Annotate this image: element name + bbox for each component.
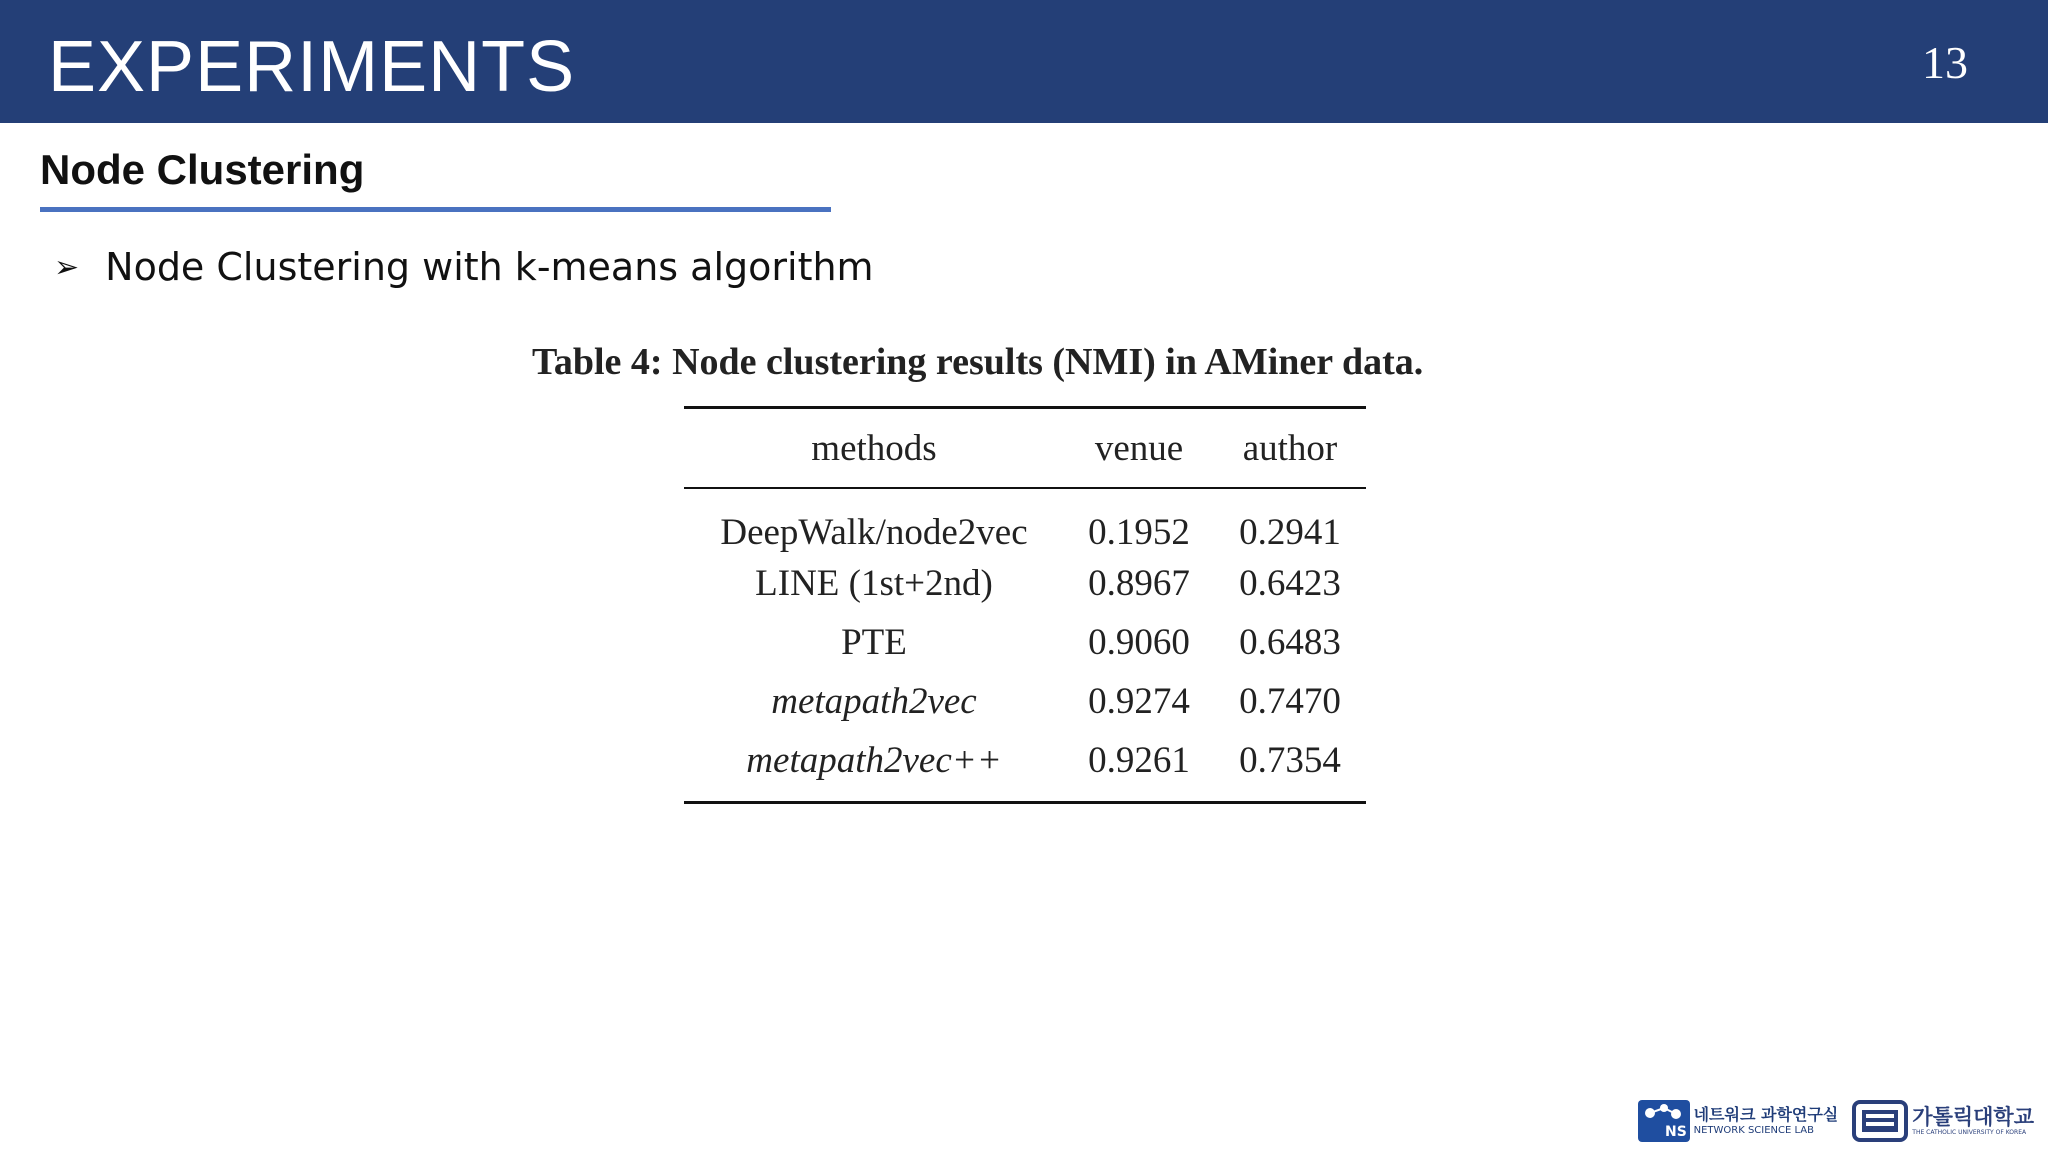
header-bar — [0, 0, 2048, 123]
table-row — [684, 731, 1366, 790]
table-row — [684, 487, 1366, 554]
table-bottom-rule — [684, 801, 1366, 804]
table-caption: Table 4: Node clustering results (NMI) in AMiner data. — [532, 341, 1424, 383]
university-emblem-icon — [1852, 1100, 1908, 1142]
table-row — [684, 554, 1366, 613]
column-header-author: author — [1242, 427, 1338, 469]
column-header-methods: methods — [811, 427, 937, 469]
venue-cell: 0.8967 — [1088, 563, 1190, 604]
author-cell: 0.7470 — [1239, 681, 1341, 722]
author-cell: 0.6483 — [1239, 622, 1341, 663]
venue-cell: 0.9261 — [1088, 740, 1190, 781]
table-header-row — [684, 409, 1366, 487]
ns-network-icon — [1638, 1100, 1690, 1142]
footer-logos — [1638, 1100, 2034, 1142]
section-title: Node Clustering — [40, 146, 365, 193]
arrowhead-bullet-icon: ➢ — [54, 249, 80, 285]
page-number: 13 — [1922, 37, 1968, 88]
author-cell: 0.7354 — [1239, 740, 1341, 781]
method-cell: metapath2vec++ — [746, 740, 1002, 781]
table-row — [684, 672, 1366, 731]
method-cell: LINE (1st+2nd) — [755, 563, 993, 604]
catholic-university-logo — [1852, 1100, 2034, 1142]
network-science-lab-logo — [1638, 1100, 1839, 1142]
venue-cell: 0.1952 — [1088, 512, 1190, 553]
bullet-item — [54, 245, 874, 289]
slide-title: EXPERIMENTS — [48, 27, 576, 107]
ns-lab-korean-name: 네트워크 과학연구실 — [1693, 1104, 1839, 1124]
venue-cell: 0.9274 — [1088, 681, 1190, 722]
method-cell: metapath2vec — [771, 681, 977, 722]
results-table — [684, 409, 1366, 790]
venue-cell: 0.9060 — [1088, 622, 1190, 663]
university-korean-name: 가톨릭대학교 — [1912, 1104, 2034, 1129]
bullet-text: Node Clustering with k-means algorithm — [105, 245, 874, 289]
section-underline — [40, 207, 831, 212]
university-english-name: THE CATHOLIC UNIVERSITY OF KOREA — [1912, 1128, 2027, 1136]
svg-text:NS: NS — [1664, 1124, 1687, 1140]
author-cell: 0.6423 — [1239, 563, 1341, 604]
method-cell: DeepWalk/node2vec — [720, 512, 1028, 553]
author-cell: 0.2941 — [1239, 512, 1341, 553]
table-row — [684, 613, 1366, 672]
column-header-venue: venue — [1094, 427, 1184, 469]
method-cell: PTE — [841, 622, 907, 663]
ns-lab-english-name: NETWORK SCIENCE LAB — [1693, 1124, 1815, 1136]
